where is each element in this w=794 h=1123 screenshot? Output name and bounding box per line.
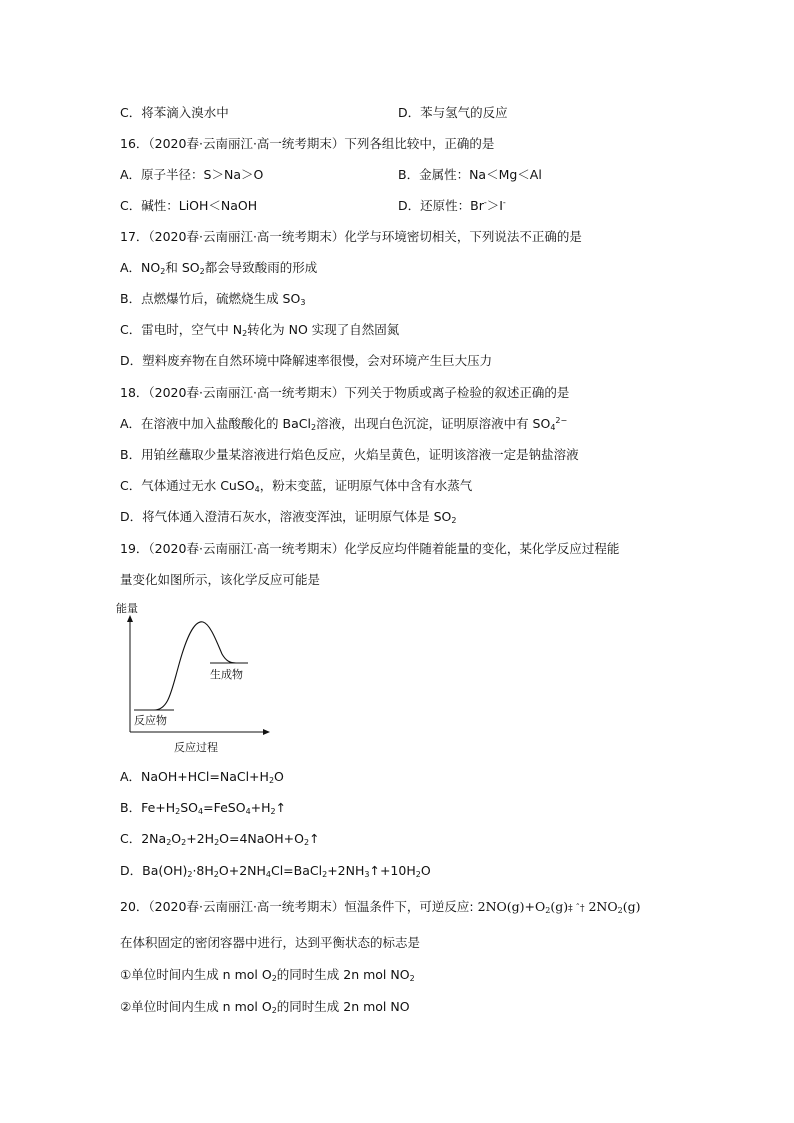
q20-stem-line2: 在体积固定的密闭容器中进行，达到平衡状态的标志是 bbox=[120, 935, 421, 950]
q16-option-d: D．还原性：Br-＞I- bbox=[398, 198, 506, 213]
q17-option-c: C．雷电时，空气中 $N_2$转化为 NO 实现了自然固氮 bbox=[120, 322, 400, 338]
energy-curve bbox=[136, 622, 244, 710]
q20-item-1: ①单位时间内生成 n mol $O_2$的同时生成 2n mol $NO_2$ bbox=[120, 967, 415, 983]
reversible-arrow-icon: ‡ ˆ† bbox=[568, 904, 585, 914]
q18-option-a: A．在溶液中加入盐酸酸化的 BaCl$_2$溶液，出现白色沉淀，证明原溶液中有 $SO_4^{2-}$ bbox=[120, 416, 568, 432]
x-axis-label: 反应过程 bbox=[174, 741, 218, 754]
q20-item-2: ②单位时间内生成 n mol $O_2$的同时生成 2n mol NO bbox=[120, 999, 410, 1015]
product-label: 生成物 bbox=[210, 668, 243, 681]
q16-option-a: A．原子半径：S＞Na＞O bbox=[120, 167, 264, 182]
q17-option-a: A．$NO_2$和 $SO_2$都会导致酸雨的形成 bbox=[120, 260, 318, 276]
q17-option-d: D．塑料废弃物在自然环境中降解速率很慢，会对环境产生巨大压力 bbox=[120, 353, 493, 368]
y-axis-label: 能量 bbox=[116, 602, 138, 615]
q18-option-d: D．将气体通入澄清石灰水，溶液变浑浊，证明原气体是 $SO_2$ bbox=[120, 509, 457, 525]
q19-option-c: C．$2Na_2O_2+2H_2O=4NaOH+O_2↑$ bbox=[120, 831, 320, 847]
q18-option-b: B．用铂丝蘸取少量某溶液进行焰色反应，火焰呈黄色，证明该溶液一定是钠盐溶液 bbox=[120, 447, 579, 462]
y-axis-arrow bbox=[127, 615, 133, 622]
q19-option-b: B．$Fe+H_2SO_4=FeSO_4+H_2↑$ bbox=[120, 800, 287, 816]
q16-option-c: C．碱性：LiOH＜NaOH bbox=[120, 198, 258, 213]
q19-option-d: D．$Ba(OH)_2\cdot 8H_2O+2NH_4Cl=BaCl_2+2NH_3↑+10H_2O$ bbox=[120, 863, 431, 879]
q19-stem-line2: 量变化如图所示，该化学反应可能是 bbox=[120, 572, 321, 587]
reactant-label: 反应物 bbox=[134, 714, 167, 727]
q17-option-b: B．点燃爆竹后，硫燃烧生成 $SO_3$ bbox=[120, 291, 306, 307]
q19-option-a: A．$NaOH+HCl=NaCl+H_2O$ bbox=[120, 769, 284, 785]
q18-stem: 18．（2020春·云南丽江·高一统考期末）下列关于物质或离子检验的叙述正确的是 bbox=[120, 385, 570, 400]
q16-stem: 16．（2020春·云南丽江·高一统考期末）下列各组比较中，正确的是 bbox=[120, 136, 495, 151]
q15-option-d: D．苯与氢气的反应 bbox=[398, 105, 508, 120]
energy-diagram bbox=[116, 598, 276, 756]
q17-stem: 17．（2020春·云南丽江·高一统考期末）化学与环境密切相关，下列说法不正确的是 bbox=[120, 229, 582, 244]
q19-stem-line1: 19．（2020春·云南丽江·高一统考期末）化学反应均伴随着能量的变化，某化学反应过程能 bbox=[120, 541, 620, 556]
q20-equation: $2NO(g)+O_2(g)\ddagger$ ˆ† $2NO_2(g)$ bbox=[477, 899, 641, 915]
x-axis-arrow bbox=[263, 729, 270, 735]
q16-option-b: B．金属性：Na＜Mg＜Al bbox=[398, 167, 542, 182]
q15-option-c: C．将苯滴入溴水中 bbox=[120, 105, 229, 120]
q18-option-c: C．气体通过无水 CuSO$_4$，粉末变蓝，证明原气体中含有水蒸气 bbox=[120, 478, 473, 494]
q20-stem-line1: 20．（2020春·云南丽江·高一统考期末）恒温条件下，可逆反应: $2NO(g)+O_2(g)\ddagger$ ˆ† $2NO_2(g)$ bbox=[120, 899, 641, 915]
